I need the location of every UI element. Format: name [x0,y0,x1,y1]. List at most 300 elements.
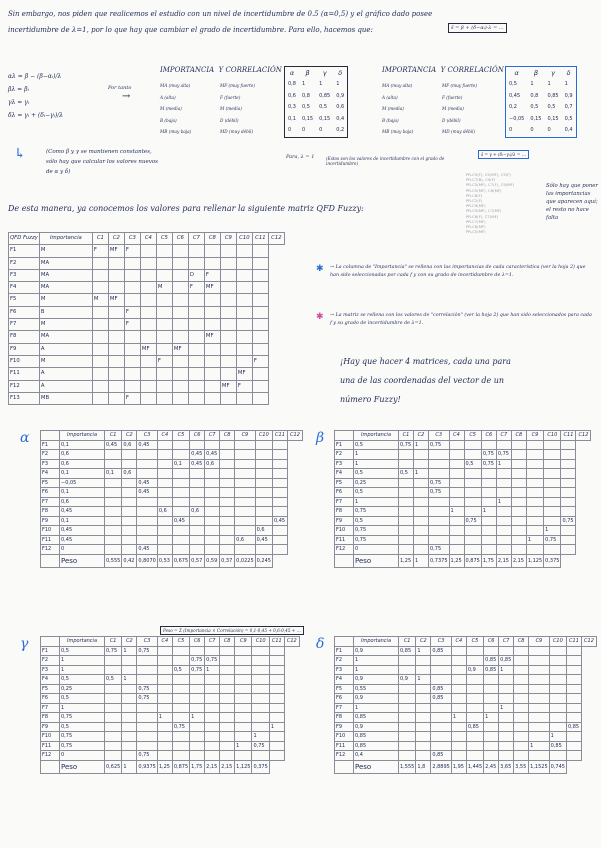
peso-value: 0,0225 [235,554,256,567]
matrix-cell [399,478,414,488]
matrix-cell [449,469,464,479]
matrix-cell: F1 [335,440,354,450]
matrix-cell [190,478,205,488]
delta-table [334,636,597,774]
matrix-cell [252,722,269,732]
hook-arrow-icon: ↳ [14,146,26,162]
matrix-cell: 0,85 [354,732,399,742]
matrix-cell [235,732,252,742]
qfd-cell [172,355,188,367]
matrix-cell [549,656,566,666]
matrix-cell [466,656,483,666]
importance-label: MB (muy baja) [160,129,192,134]
matrix-cell [190,497,205,507]
matrix-cell [529,675,550,685]
matrix-cell [464,478,481,488]
matrix-cell [526,469,543,479]
legend-label-row [382,80,477,92]
matrix-cell [514,722,529,732]
matrix-cell [235,497,256,507]
qfd-cell: B [39,306,92,318]
qfd-cell [140,355,156,367]
matrix-cell [190,488,205,498]
matrix-cell [561,478,576,488]
matrix-cell [172,684,189,694]
matrix-cell [529,732,550,742]
correlation-label: D (débil) [442,117,461,123]
matrix-cell [157,656,172,666]
matrix-cell [137,732,158,742]
matrix-header: C1 [399,637,416,647]
qfd-cell [188,245,204,257]
matrix-cell [235,665,252,675]
matrix-cell [484,646,499,656]
matrix-cell [414,526,429,536]
pr-list-item: PR-C5(MF), C7(F), C9(MF) [466,182,515,188]
matrix-cell: 0,75 [60,732,105,742]
matrix-row [335,675,597,685]
matrix-cell: 0,5 [354,516,399,526]
matrix-cell [499,732,514,742]
eq-alpha: αλ = β − (β−αᵢ)/λ [8,73,62,80]
matrix-cell: 0,75 [544,535,561,545]
matrix-cell [205,545,220,555]
matrix-cell [105,526,122,536]
qfd-row [9,380,285,392]
legend1-table [284,66,348,138]
legend-value: 0 [547,127,551,133]
pr-list-item: PR-C7(B), C9(F) [466,177,496,183]
matrix-cell [205,703,220,713]
qfd-cell [92,306,108,318]
legend-value: 0,5 [509,81,517,87]
matrix-cell [157,516,172,526]
matrix-cell: 0,85 [549,741,566,751]
peso-value: 1,25 [449,554,464,567]
matrix-cell [451,703,466,713]
qfd-cell [172,319,188,331]
legend-label-row [160,103,255,115]
matrix-cell: 0,1 [105,469,122,479]
matrix-cell [252,665,269,675]
matrix-cell: 1 [484,713,499,723]
matrix-cell [255,507,272,517]
matrix-cell [137,703,158,713]
intro-formula-box: ŝ = β + (δ−αᵢ)·λ = … [448,23,507,33]
matrix-row [335,741,597,751]
matrix-cell [414,497,429,507]
legend-value: 1 [319,81,323,87]
matrix-cell: F10 [41,526,60,536]
qfd-cell [92,331,108,343]
matrix-cell [137,516,158,526]
qfd-cell: MA [39,282,92,294]
qfd-cell [140,294,156,306]
matrix-cell: 1 [354,450,399,460]
note-constant: (Como β y γ se mantienen constantes, sólo hay que calcular los valores nuevos de α y δ) [46,149,158,175]
qfd-cell: F2 [9,257,40,269]
qfd-cell: M [39,294,92,306]
qfd-cell: M [39,245,92,257]
legend-value: 0 [530,127,534,133]
matrix-cell [157,545,172,555]
matrix-cell: F11 [335,741,354,751]
matrix-cell [514,646,529,656]
matrix-cell: F3 [335,459,354,469]
matrix-cell: F12 [41,545,60,555]
matrix-cell: 0,6 [235,535,256,545]
qfd-row [9,269,285,281]
matrix-cell [481,526,496,536]
matrix-cell [220,526,235,536]
qfd-cell [156,294,172,306]
qfd-cell [220,306,236,318]
qfd-cell: MF [108,245,124,257]
pr-list-item: PR-C5(F), C5(MF), C5(F) [466,172,511,177]
matrix-header: Importancia [354,637,399,647]
matrix-cell [544,459,561,469]
qfd-cell [236,257,252,269]
matrix-row [41,741,300,751]
matrix-cell: F12 [335,751,354,761]
qfd-cell: F5 [9,294,40,306]
matrix-cell [235,675,252,685]
matrix-cell [235,526,256,536]
matrix-cell [451,732,466,742]
peso-value: 1 [122,760,137,773]
matrix-cell [137,469,158,479]
legend-col-header: γ [551,69,555,77]
matrix-cell [399,516,414,526]
qfd-cell [220,343,236,355]
matrix-cell: 0,6 [122,469,137,479]
qfd-cell: F [124,319,140,331]
qfd-cell [252,380,268,392]
matrix-cell [399,535,414,545]
qfd-cell: F [188,282,204,294]
pr-list-item: PR-C5(MF), C6(MF) [466,187,502,193]
matrix-cell: F5 [335,478,354,488]
matrix-cell [122,516,137,526]
matrix-header: C9 [235,637,252,647]
matrix-cell [272,535,287,545]
matrix-cell: 0,45 [60,535,105,545]
matrix-cell [416,684,431,694]
peso-blank [41,554,60,567]
peso-value: 3,55 [514,760,529,773]
matrix-cell [529,722,550,732]
legend-value: 0,15 [319,115,331,122]
qfd-cell [108,331,124,343]
matrix-cell: 0,6 [60,450,105,460]
peso-value: 0,745 [549,760,566,773]
qfd-cell: F1 [9,245,40,257]
matrix-cell [220,646,235,656]
peso-value: 1,75 [190,760,205,773]
matrix-cell [499,646,514,656]
matrix-cell [464,526,481,536]
matrix-cell [235,694,252,704]
matrix-cell [484,684,499,694]
matrix-cell: F8 [41,713,60,723]
matrix-cell [529,656,550,666]
peso-label: Peso [354,760,399,773]
matrix-cell: 1 [451,713,466,723]
matrix-cell [514,751,529,761]
qfd-cell [204,319,220,331]
matrix-cell: 1 [122,646,137,656]
matrix-cell: F3 [41,665,60,675]
qfd-cell [124,282,140,294]
matrix-header: Importancia [60,637,105,647]
matrix-cell: F6 [335,694,354,704]
qfd-cell: MA [39,257,92,269]
matrix-cell: F6 [41,694,60,704]
matrix-cell [220,516,235,526]
matrix-cell: F10 [335,526,354,536]
matrix-cell [511,440,526,450]
matrix-cell [157,675,172,685]
matrix-cell: 0 [60,545,105,555]
matrix-cell [464,545,481,555]
arrow-label: Por tanto [108,85,132,91]
legend-value: 0,5 [301,104,310,110]
matrix-cell [526,450,543,460]
matrix-header: C8 [514,637,529,647]
matrix-cell: 1 [252,732,269,742]
peso-value: 0,555 [105,554,122,567]
matrix-cell [172,713,189,723]
matrix-cell [122,488,137,498]
matrix-cell: F10 [335,732,354,742]
legend-col-header: β [305,69,310,77]
matrix-cell [235,656,252,666]
matrix-header: C10 [549,637,566,647]
legend-value: 0,45 [509,92,521,99]
matrix-cell: 0,75 [429,478,450,488]
matrix-cell [157,450,172,460]
matrix-cell [272,478,287,488]
qfd-cell [188,331,204,343]
matrix-cell [466,732,483,742]
qfd-cell: MF [204,282,220,294]
matrix-cell [157,478,172,488]
peso-label: Peso [60,554,105,567]
matrix-cell: 0,85 [484,665,499,675]
matrix-cell: 1 [481,507,496,517]
matrix-cell [429,469,450,479]
matrix-cell [205,675,220,685]
matrix-cell [220,713,235,723]
matrix-cell: 0,5 [464,459,481,469]
matrix-cell [449,459,464,469]
matrix-cell [235,516,256,526]
correlation-label: MF (muy fuerte) [220,83,256,88]
qfd-cell [220,355,236,367]
matrix-header: C5 [466,637,483,647]
qfd-cell [204,294,220,306]
legend-label-row [382,103,477,115]
matrix-cell [190,535,205,545]
matrix-row [335,535,591,545]
matrix-cell [122,751,137,761]
legend-value: 0,85 [547,92,559,99]
matrix-cell: 0,75 [190,665,205,675]
matrix-cell [464,497,481,507]
qfd-row [9,282,285,294]
matrix-cell [466,751,483,761]
matrix-cell [235,478,256,488]
matrix-cell [205,469,220,479]
matrix-cell: 0,75 [190,656,205,666]
matrix-cell [561,450,576,460]
matrix-cell [269,675,284,685]
qfd-cell [108,269,124,281]
qfd-header: C1 [92,233,108,245]
peso-value: 0,57 [190,554,205,567]
matrix-cell [431,665,452,675]
matrix-cell [511,459,526,469]
alpha-matrix [40,430,303,568]
matrix-header [335,637,354,647]
matrix-cell [122,722,137,732]
matrix-cell [466,684,483,694]
legend-value: 0 [301,127,306,133]
big-note: ¡Hay que hacer 4 matrices, cada una para una de las coordenadas del vector de un número Fuzzy! [340,357,511,404]
matrix-cell: F5 [41,684,60,694]
matrix-cell [190,741,205,751]
matrix-cell: F7 [335,497,354,507]
matrix-cell [449,497,464,507]
legend-value: 0,5 [319,104,328,110]
matrix-cell [235,646,252,656]
matrix-cell [105,450,122,460]
matrix-cell: F2 [335,656,354,666]
matrix-cell [451,722,466,732]
qfd-header: C9 [220,233,236,245]
matrix-cell [464,450,481,460]
qfd-cell: MA [39,331,92,343]
matrix-cell: F2 [41,656,60,666]
matrix-cell [431,675,452,685]
matrix-cell: F11 [41,741,60,751]
peso-value: 2,45 [484,760,499,773]
qfd-cell [252,245,268,257]
matrix-cell: 0,75 [137,646,158,656]
matrix-cell [220,459,235,469]
matrix-cell [566,656,581,666]
importance-label: MB (muy baja) [382,129,414,134]
matrix-cell: 0,45 [272,516,287,526]
qfd-cell [204,392,220,404]
matrix-cell [220,675,235,685]
qfd-cell [236,319,252,331]
qfd-cell: MF [220,380,236,392]
qfd-cell [236,282,252,294]
matrix-cell [220,665,235,675]
qfd-cell: MF [140,343,156,355]
matrix-row [335,497,591,507]
legend-label-row [160,115,255,127]
matrix-cell: 0,75 [354,507,399,517]
matrix-cell [172,656,189,666]
matrix-cell: 0,5 [60,646,105,656]
matrix-cell [205,732,220,742]
qfd-table [8,232,285,405]
qfd-cell [204,368,220,380]
matrix-cell: 0,5 [105,675,122,685]
qfd-cell: F9 [9,343,40,355]
matrix-cell: 1 [157,713,172,723]
matrix-row [41,665,300,675]
matrix-cell: 0,75 [429,488,450,498]
legend1-labels [160,80,255,138]
matrix-cell [122,665,137,675]
matrix-row [41,516,303,526]
legend-label-row [382,92,477,104]
matrix-cell [157,488,172,498]
matrix-cell [464,535,481,545]
intro-line-1: Sin embargo, nos piden que realicemos el estudio con un nivel de incertidumbre de 0.5 (α=0,5) y el gráfico dado posee [8,10,433,18]
matrix-cell: 0,85 [431,646,452,656]
peso-value: 0,675 [172,554,189,567]
matrix-cell: 0,85 [399,646,416,656]
matrix-cell [122,497,137,507]
matrix-cell: F11 [41,535,60,545]
matrix-cell [205,516,220,526]
pr-list-item: PR-C9(MF) [466,203,486,209]
matrix-header: C3 [137,637,158,647]
blue-star-icon: ✱ [316,264,324,274]
matrix-cell: 0,75 [354,535,399,545]
qfd-cell [172,380,188,392]
matrix-row [41,507,303,517]
qfd-cell [252,368,268,380]
matrix-cell [481,497,496,507]
matrix-cell [137,507,158,517]
matrix-cell: F7 [335,703,354,713]
matrix-row [335,507,591,517]
matrix-cell [205,507,220,517]
matrix-cell [481,440,496,450]
matrix-row [41,469,303,479]
qfd-cell [188,355,204,367]
matrix-cell: 0,9 [466,665,483,675]
qfd-cell [108,306,124,318]
qfd-cell: M [39,355,92,367]
eq-delta: δλ = γᵢ + (δᵢ−γᵢ)/λ [8,112,64,119]
peso-value: 0,37 [220,554,235,567]
importance-label: MA (muy alta) [382,83,413,88]
matrix-cell [205,440,220,450]
matrix-cell: 0,6 [157,507,172,517]
matrix-cell [514,732,529,742]
matrix-cell [414,545,429,555]
matrix-cell [105,713,122,723]
matrix-header: C5 [172,431,189,441]
qfd-cell [172,368,188,380]
pr-list-item: PR-C7(MF) [466,218,486,224]
qfd-cell [108,257,124,269]
matrix-cell [561,469,576,479]
qfd-cell [220,294,236,306]
beta-symbol: β [316,430,325,446]
matrix-cell: 0,1 [60,488,105,498]
matrix-cell [252,656,269,666]
matrix-cell [566,741,581,751]
matrix-cell: F12 [41,751,60,761]
matrix-cell: F7 [41,703,60,713]
